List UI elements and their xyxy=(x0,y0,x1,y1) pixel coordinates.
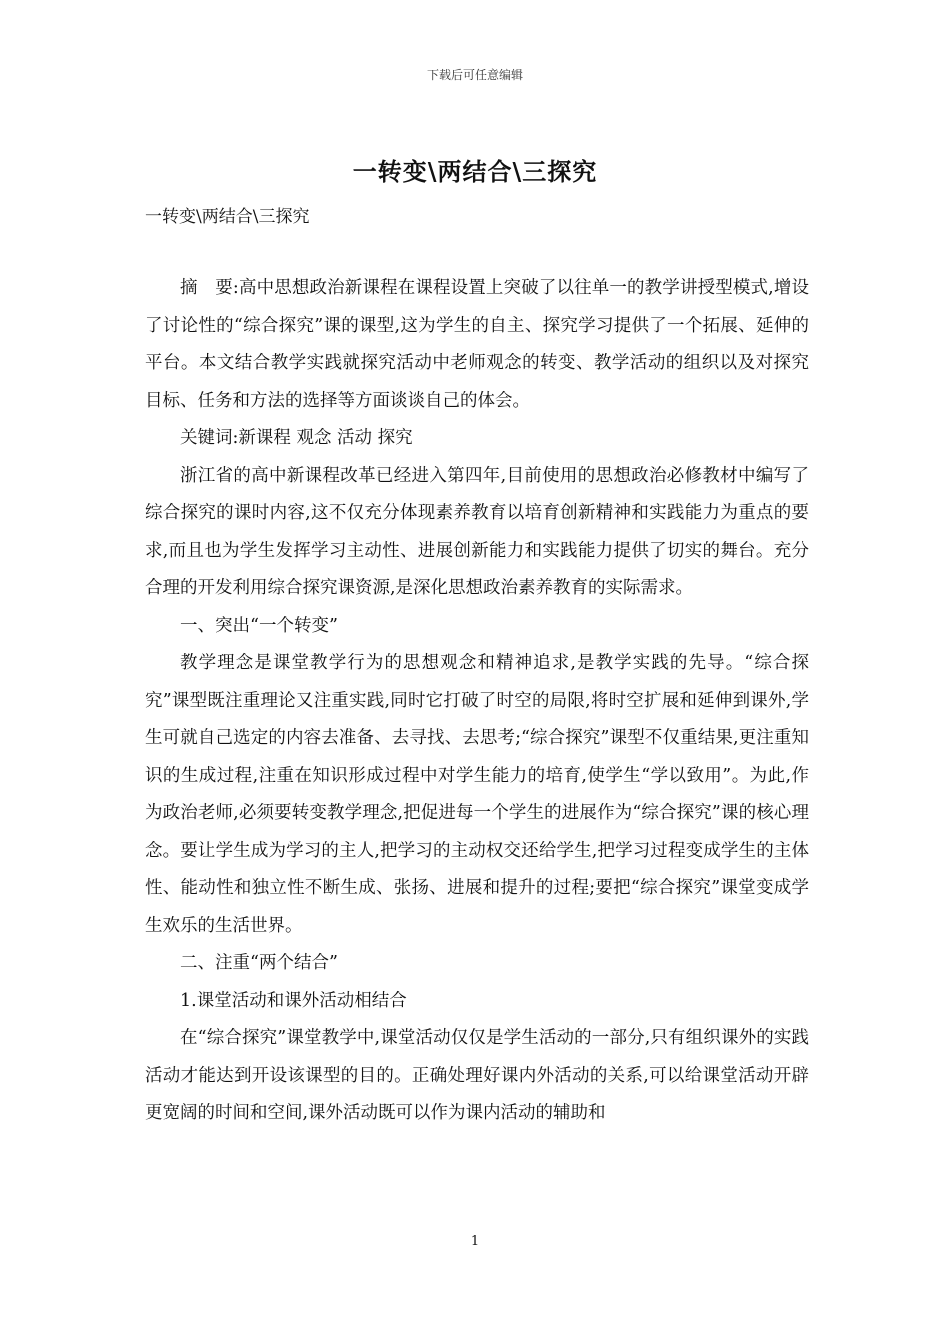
document-body xyxy=(145,270,809,1133)
keywords-paragraph: 关键词:新课程 观念 活动 探究 xyxy=(180,428,413,448)
section-heading-one: 一、突出“一个转变” xyxy=(180,615,338,636)
document-subtitle: 一转变\两结合\三探究 xyxy=(145,207,310,227)
abstract-paragraph: 摘 要:高中思想政治新课程在课程设置上突破了以往单一的教学讲授型模式,增设了讨论性的“综合探究”课的课型,这为学生的自主、探究学习提供了一个拓展、延伸的平台。本文结合教学实践就探究活动中老师观念的转变、教学活动的组织以及对探究目标、任务和方法的选择等方面谈谈自己的体会。 xyxy=(145,278,809,411)
header-note: 下载后可任意编辑 xyxy=(426,68,523,82)
document-title: 一转变\两结合\三探究 xyxy=(352,157,598,186)
subsection-1-paragraph: 在“综合探究”课堂教学中,课堂活动仅仅是学生活动的一部分,只有组织课外的实践活动才能达到开设该课型的目的。正确处理好课内外活动的关系,可以给课堂活动开辟更宽阔的时间和空间,课外活动既可以作为课内活动的辅助和 xyxy=(145,1028,809,1123)
section-one-paragraph: 教学理念是课堂教学行为的思想观念和精神追求,是教学实践的先导。“综合探究”课型既注重理论又注重实践,同时它打破了时空的局限,将时空扩展和延伸到课外,学生可就自己选定的内容去准备、去寻找、去思考;“综合探究”课型不仅重结果,更注重知识的生成过程,注重在知识形成过程中对学生能力的培育,使学生“学以致用”。为此,作为政治老师,必须要转变教学理念,把促进每一个学生的进展作为“综合探究”课的核心理念。要让学生成为学习的主人,把学习的主动权交还给学生,把学习过程变成学生的主体性、能动性和独立性不断生成、张扬、进展和提升的过程;要把“综合探究”课堂变成学生欢乐的生活世界。 xyxy=(145,653,809,936)
section-heading-two: 二、注重“两个结合” xyxy=(180,953,338,973)
intro-paragraph: 浙江省的高中新课程改革已经进入第四年,目前使用的思想政治必修教材中编写了综合探究的课时内容,这不仅充分体现素养教育以培育创新精神和实践能力为重点的要求,而且也为学生发挥学习主动性、进展创新能力和实践能力提供了切实的舞台。充分合理的开发利用综合探究课资源,是深化思想政治素养教育的实际需求。 xyxy=(145,465,809,598)
page-number: 1 xyxy=(470,1234,480,1249)
subsection-heading-1: 1.课堂活动和课外活动相结合 xyxy=(180,990,407,1011)
